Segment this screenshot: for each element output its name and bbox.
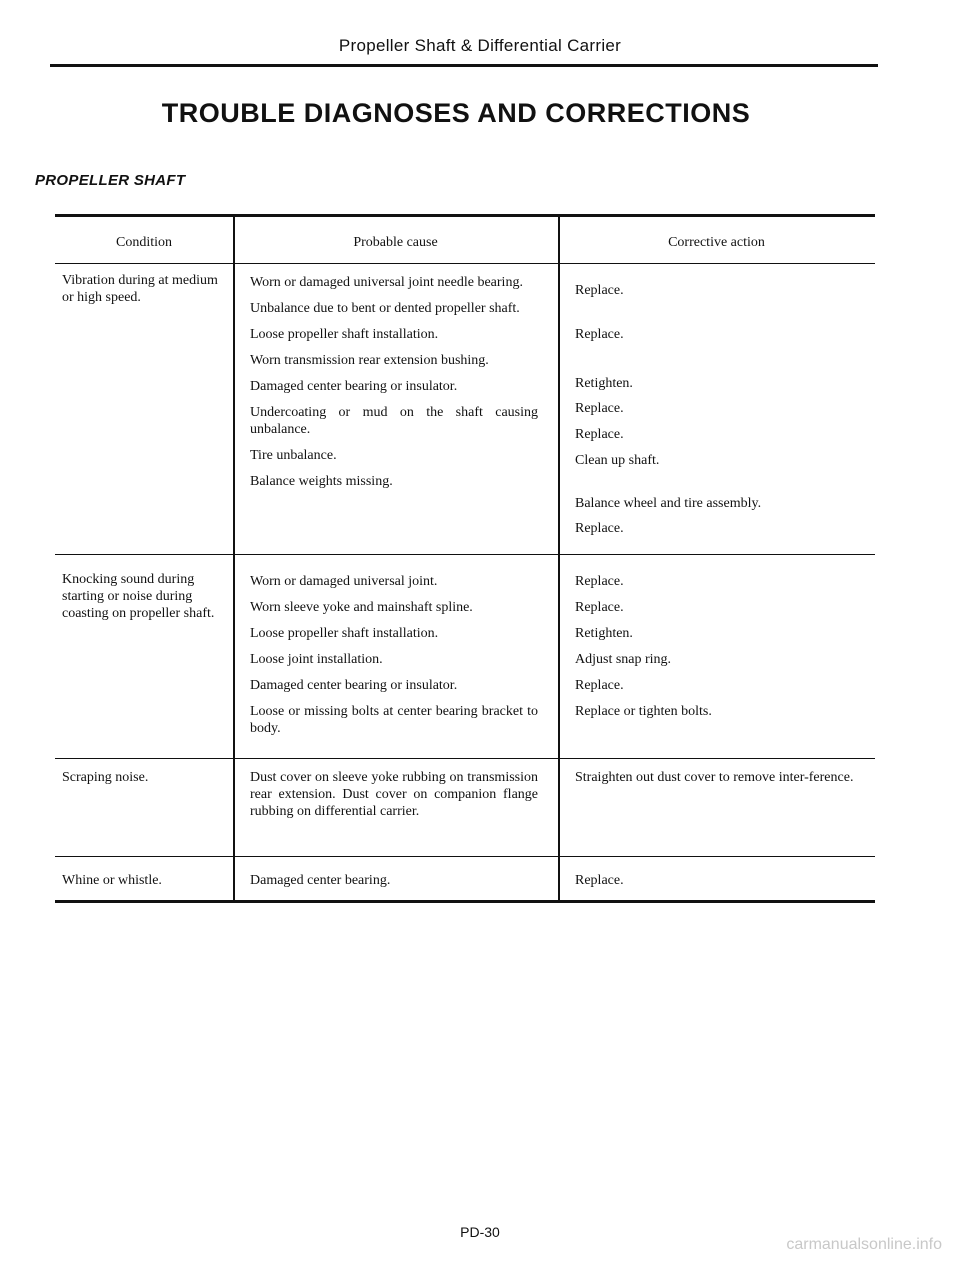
watermark: carmanualsonline.info <box>786 1236 942 1253</box>
action-item: Replace. <box>575 521 624 536</box>
cause-cell <box>250 769 538 829</box>
table-row-whine <box>55 857 875 903</box>
table-header-row <box>55 217 875 264</box>
condition-cell: Vibration during at medium or high speed. <box>62 273 218 305</box>
table-row-knocking <box>55 555 875 759</box>
cause-item: Undercoating or mud on the shaft causing unbalance. <box>250 405 538 437</box>
cause-item: Damaged center bearing or insulator. <box>250 379 458 394</box>
page-number: PD-30 <box>460 1224 500 1240</box>
cause-item: Balance weights missing. <box>250 474 393 489</box>
action-item: Clean up shaft. <box>575 453 660 468</box>
running-header: Propeller Shaft & Differential Carrier <box>338 36 622 55</box>
condition-cell: Whine or whistle. <box>62 873 162 888</box>
section-heading: PROPELLER SHAFT <box>35 172 186 189</box>
header-rule <box>50 64 878 67</box>
cause-cell <box>250 573 538 746</box>
action-item: Replace or tighten bolts. <box>575 704 712 719</box>
column-header-corrective-action: Corrective action <box>668 235 765 250</box>
cause-item: Dust cover on sleeve yoke rubbing on transmission rear extension. Dust cover on companion flange rubbing on differential carrier. <box>250 770 538 819</box>
action-item: Balance wheel and tire assembly. <box>575 496 762 511</box>
cause-item: Damaged center bearing or insulator. <box>250 678 458 693</box>
action-item: Replace. <box>575 678 624 693</box>
action-item: Straighten out dust cover to remove inter-ference. <box>575 770 854 785</box>
cause-item: Loose propeller shaft installation. <box>250 327 439 342</box>
action-item: Replace. <box>575 873 624 888</box>
action-cell <box>575 872 870 898</box>
action-item: Replace. <box>575 574 624 589</box>
table-row-scraping <box>55 759 875 857</box>
cause-item: Loose or missing bolts at center bearing bracket to body. <box>250 704 538 736</box>
cause-item: Unbalance due to bent or dented propeller shaft. <box>250 301 520 316</box>
action-item: Retighten. <box>575 626 633 641</box>
cause-item: Loose propeller shaft installation. <box>250 626 439 641</box>
action-item: Replace. <box>575 427 624 442</box>
action-item: Adjust snap ring. <box>575 652 672 667</box>
action-item: Retighten. <box>575 376 633 391</box>
column-header-condition: Condition <box>115 235 172 250</box>
cause-item: Damaged center bearing. <box>250 873 391 888</box>
cause-item: Tire unbalance. <box>250 448 337 463</box>
cause-item: Worn or damaged universal joint needle bearing. <box>250 275 523 290</box>
action-item: Replace. <box>575 401 624 416</box>
action-item: Replace. <box>575 327 624 342</box>
cause-cell <box>250 274 538 499</box>
action-item: Replace. <box>575 283 624 298</box>
condition-cell: Knocking sound during starting or noise during coasting on propeller shaft. <box>62 572 215 621</box>
action-item: Replace. <box>575 600 624 615</box>
page-title: TROUBLE DIAGNOSES AND CORRECTIONS <box>161 98 751 128</box>
cause-item: Worn or damaged universal joint. <box>250 574 438 589</box>
column-header-probable-cause: Probable cause <box>353 235 438 250</box>
cause-item: Worn sleeve yoke and mainshaft spline. <box>250 600 473 615</box>
action-cell <box>575 769 870 795</box>
cause-cell <box>250 872 538 898</box>
action-cell <box>575 573 870 729</box>
cause-item: Loose joint installation. <box>250 652 383 667</box>
condition-cell: Scraping noise. <box>62 770 149 785</box>
cause-item: Worn transmission rear extension bushing. <box>250 353 489 368</box>
trouble-table <box>55 214 875 903</box>
table-row-vibration <box>55 264 875 555</box>
